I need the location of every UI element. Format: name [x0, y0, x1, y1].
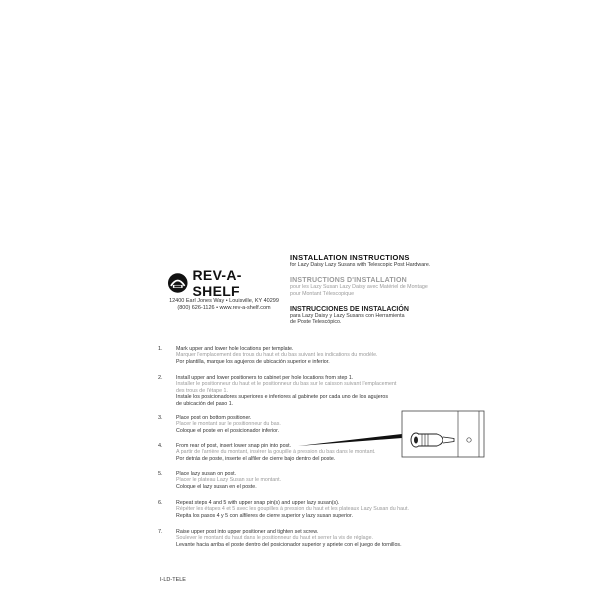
step-text-fr: Installer le positionneur du haut et le positionneur du bas sur le caisson suivant l'emplacement [176, 381, 397, 388]
address-line: 12400 Earl Jones Way • Louisville, KY 40299 [169, 298, 279, 304]
title-block [290, 253, 460, 325]
step-number: 1. [158, 346, 163, 352]
snap-pin-illustration [298, 410, 486, 458]
step-text-es: Instale los posicionadores superiores e inferiores al gabinete por cada uno de los agujeros [176, 394, 389, 401]
step-text-fr: Placer le plateau Lazy Susan sur le montant. [176, 477, 282, 484]
step-text-en: Place lazy susan on post. [176, 471, 237, 477]
step-text-fr: Soulever le montant du haut dans le positionneur du haut et serrer la vis de réglage. [176, 535, 373, 542]
step-text-en: Place post on bottom positioner. [176, 415, 252, 421]
phone-web-line: (800) 626-1126 • www.rev-a-shelf.com [177, 305, 271, 311]
brand-address [164, 298, 284, 312]
step-text-en: Repeat steps 4 and 5 with upper snap pin(s) and upper lazy susan(s). [176, 500, 340, 506]
subtitle-spanish-2: de Poste Telescópico. [290, 319, 342, 326]
step-text-fr: Marquer l'emplacement des trous du haut et du bas suivant les indications du modèle. [176, 352, 378, 359]
step-number: 3. [158, 415, 163, 421]
brand-logo [167, 267, 287, 299]
step-text-en: Install upper and lower positioners to cabinet per hole locations from step 1. [176, 375, 354, 381]
step-number: 7. [158, 529, 163, 535]
subtitle-french-1: pour les Lazy Susan Lazy Daisy avec Matériel de Montage [290, 284, 428, 291]
rev-a-shelf-logo-icon [167, 272, 189, 294]
pointer-wedge [298, 434, 402, 446]
step-text-fr: Placer le montant sur le positionneur du bas. [176, 421, 281, 428]
subtitle-french-2: pour Montant Télescopique [290, 290, 355, 297]
step-number: 4. [158, 443, 163, 449]
step-number: 2. [158, 375, 163, 381]
step-text-fr: Répéter les étapes 4 et 5 avec les goupilles à pression du haut et les plateaux Lazy Susan du haut. [176, 506, 409, 513]
title-english: INSTALLATION INSTRUCTIONS [290, 253, 410, 262]
title-spanish: INSTRUCCIONES DE INSTALACIÓN [290, 305, 409, 313]
step-text-es: Por plantilla, marque los agujeros de ubicación superior e inferior. [176, 358, 330, 365]
step-text-en: Raise upper post into upper positioner and tighten set screw. [176, 529, 319, 535]
step-number: 5. [158, 471, 163, 477]
step-text-fr: des trous de l'étape 1. [176, 387, 228, 394]
document-code: I-LD-TELE [160, 577, 186, 583]
title-french: INSTRUCTIONS D'INSTALLATION [290, 277, 407, 285]
step-text-es: Levante hacia arriba el poste dentro del posicionador superior y apriete con el juego de tornillos. [176, 541, 402, 548]
step-text-es: Repita los pasos 4 y 5 con alfileres de cierre superior y lazy susan superior. [176, 512, 353, 519]
step-text-es: Coloque el lazy susan en el poste. [176, 483, 257, 490]
subtitle-english: for Lazy Daisy Lazy Susans with Telescopic Post Hardware. [290, 262, 431, 268]
step-number: 6. [158, 500, 163, 506]
step-text-en: Mark upper and lower hole locations per template. [176, 346, 294, 352]
subtitle-spanish-1: para Lazy Daisy y Lazy Susans con Herramienta [290, 312, 405, 319]
step-text-fr: A partir de l'arrière du montant, insérer la goupille à pression du bas dans le montant. [176, 449, 376, 456]
step-text-es: Coloque el poste en el posicionador inferior. [176, 427, 280, 434]
step-text-es: de ubicación del paso 1. [176, 400, 234, 407]
step-text-es: Por detrás de poste, inserte el alfiler de cierre bajo dentro del poste. [176, 455, 336, 462]
brand-name: REV-A-SHELF [192, 267, 242, 299]
step-text-en: From rear of post, insert lower snap pin into post. [176, 443, 292, 449]
